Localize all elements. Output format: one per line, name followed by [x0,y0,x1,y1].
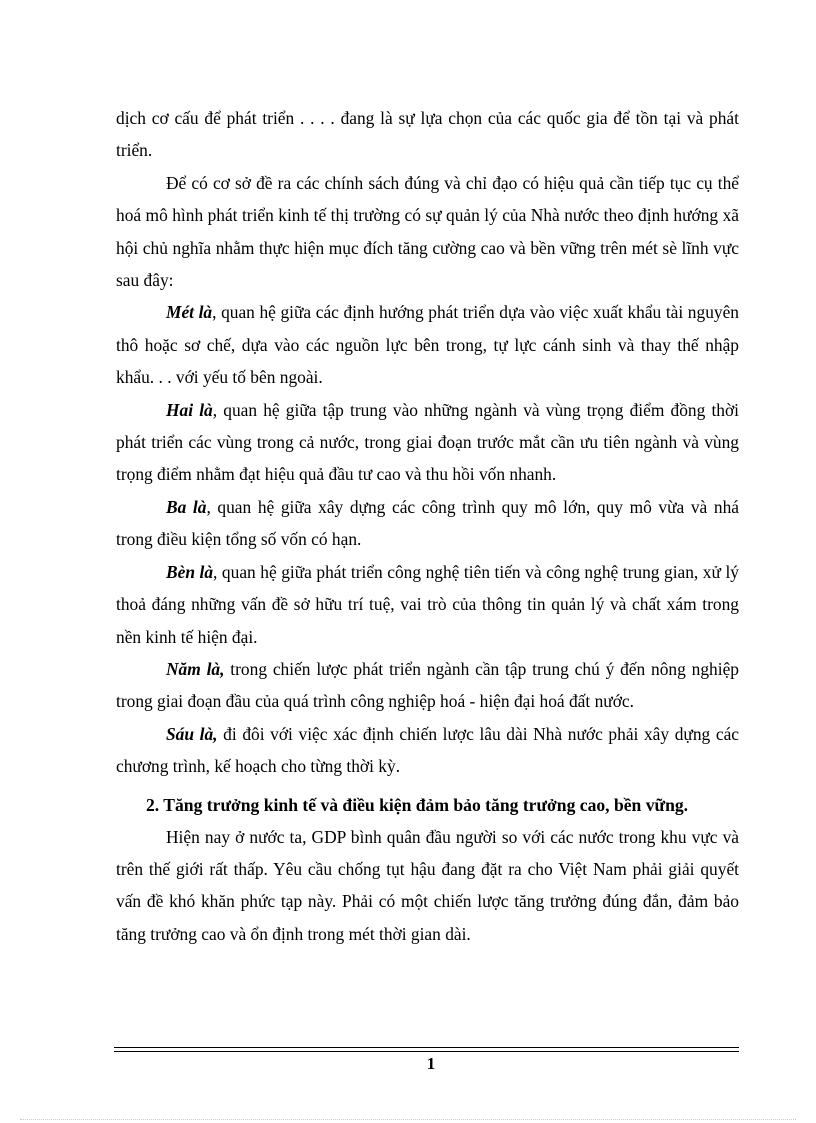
paragraph-intro [116,167,739,297]
paragraph-point-3 [116,491,739,556]
paragraph-point-2 [116,394,739,491]
paragraph-continuation [116,102,739,167]
paragraph-text: , quan hệ giữa các định hướng phát triển dựa vào việc xuất khẩu tài nguyên thô hoặc sơ chế, dựa vào các nguồn lực bên trong, tự lực cánh sinh và thay thế nhập khẩu. . . với yếu tố bên ngoài. [116,302,739,388]
document-body [116,102,739,950]
paragraph-text: đi đôi với việc xác định chiến lược lâu dài Nhà nước phải xây dựng các chương trình, kế hoạch cho từng thời kỳ. [116,723,740,777]
point-lead: Năm là, [166,658,225,679]
paragraph-closing [116,821,739,951]
paragraph-point-1 [116,296,739,393]
paragraph-point-6 [116,718,739,783]
point-lead: Mét là [166,302,213,323]
page-edge-dotted-line [20,1119,796,1120]
paragraph-text: Hiện nay ở nước ta, GDP bình quân đầu người so với các nước trong khu vực và trên thế giới rất thấp. Yêu cầu chống tụt hậu đang đặt ra cho Việt Nam phải giải quyết vấn đề khó khăn phức tạp này. Phải có một chiến lược tăng trưởng đúng đắn, đảm bảo tăng trưởng cao và ổn định trong mét thời gian dài. [116,826,739,944]
point-lead: Sáu là, [166,723,218,744]
paragraph-text: dịch cơ cấu để phát triển . . . . đang là sự lựa chọn của các quốc gia để tồn tại và phát triển. [116,108,739,161]
paragraph-point-4 [116,556,739,653]
paragraph-text: , quan hệ giữa phát triển công nghệ tiên tiến và công nghệ trung gian, xử lý thoả đáng những vấn đề sở hữu trí tuệ, vai trò của thông tin quản lý và chất xám trong nền kinh tế hiện đại. [116,561,739,647]
page-number: 1 [426,1054,436,1073]
paragraph-text: , quan hệ giữa tập trung vào những ngành và vùng trọng điểm đồng thời phát triển các vùng trong cả nước, trong giai đoạn trước mắt cần ưu tiên ngành và vùng trọng điểm nhằm đạt hiệu quả đầu tư cao và thu hồi vốn nhanh. [116,399,739,485]
paragraph-point-5 [116,653,739,718]
footer-rule [114,1047,739,1048]
section-heading: 2. Tăng trưởng kinh tế và điều kiện đảm bảo tăng trưởng cao, bền vững. [146,794,689,815]
paragraph-text: Để có cơ sở đề ra các chính sách đúng và chỉ đạo có hiệu quả cần tiếp tục cụ thể hoá mô hình phát triển kinh tế thị trường có sự quản lý của Nhà nước theo định hướng xã hội chủ nghĩa nhằm thực hiện mục đích tăng cường cao và bền vững trên mét sè lĩnh vực sau đây: [116,172,739,291]
point-lead: Bèn là [166,561,214,582]
point-lead: Ba là [166,496,207,517]
point-lead: Hai là [166,399,213,420]
paragraph-text: trong chiến lược phát triển ngành cần tập trung chú ý đến nông nghiệp trong giai đoạn đầu của quá trình công nghiệp hoá - hiện đại hoá đất nước. [116,658,739,712]
paragraph-text: , quan hệ giữa xây dựng các công trình quy mô lớn, quy mô vừa và nhá trong điều kiện tổng số vốn có hạn. [116,496,739,550]
footer-rule-thin [114,1051,739,1052]
